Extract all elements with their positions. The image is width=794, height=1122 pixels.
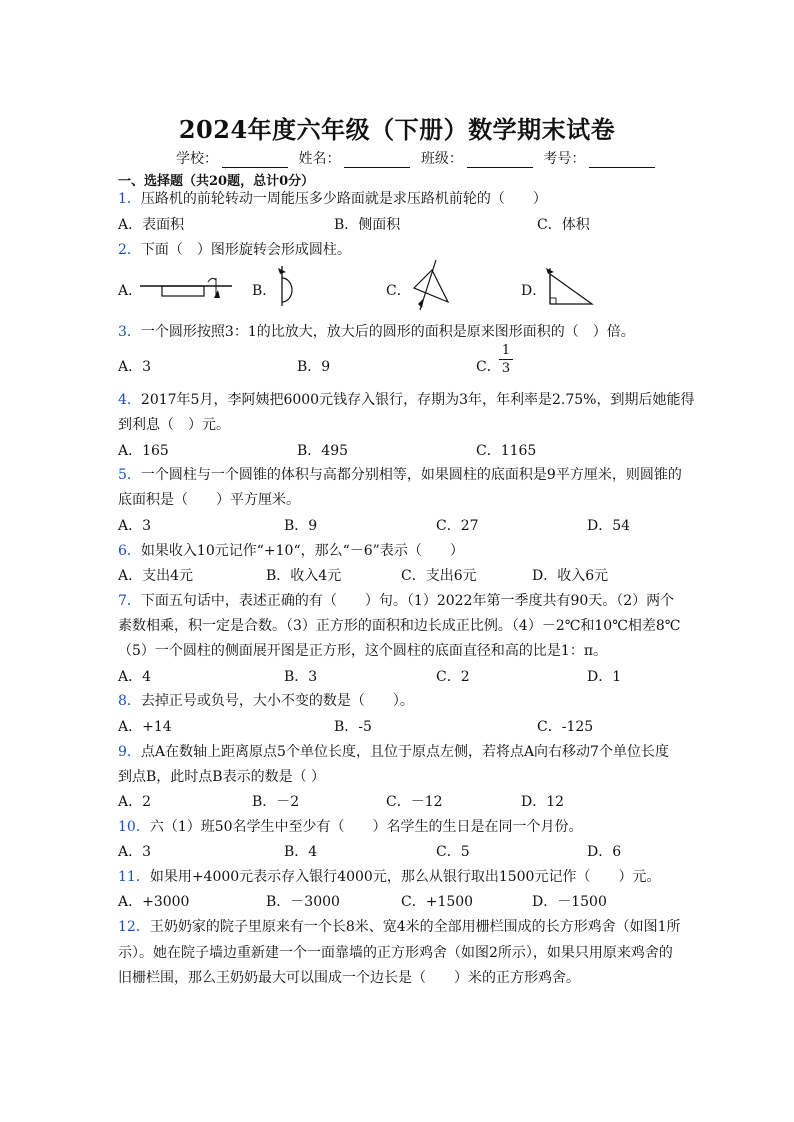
question-9-option-a[interactable]: A．2: [118, 794, 152, 810]
question-7-line-3: （5）一个圆柱的侧面展开图是正方形，这个圆柱的底面直径和高的比是1：π。: [118, 643, 608, 659]
question-number: 8．: [118, 693, 141, 709]
question-8-option-b[interactable]: B．-5: [334, 719, 372, 735]
question-11-option-a[interactable]: A．+3000: [118, 894, 190, 910]
question-12-line-3: 旧栅栏围，那么王奶奶最大可以围成一个边长是（ ）米的正方形鸡舍。: [118, 970, 580, 986]
question-number: 6．: [118, 543, 141, 559]
question-5-option-a[interactable]: A．3: [118, 518, 152, 534]
question-6-option-b[interactable]: B．收入4元: [266, 568, 342, 584]
question-11-line-1: 11．如果用+4000元表示存入银行4000元，那么从银行取出1500元记作（ ）元。: [118, 869, 661, 885]
question-4-option-b[interactable]: B．495: [297, 443, 349, 459]
question-9-option-c[interactable]: C．－12: [386, 794, 443, 810]
fraction-one-third: [499, 343, 513, 376]
question-7-option-a[interactable]: A．4: [118, 669, 152, 685]
name-blank[interactable]: [344, 154, 410, 168]
question-2-option-d[interactable]: D．: [521, 283, 547, 299]
question-9-line-1: 9．点A在数轴上距离原点5个单位长度，且位于原点左侧，若将点A向右移动7个单位长度: [118, 744, 669, 760]
page-title: 2024年度六年级（下册）数学期末试卷: [178, 115, 616, 144]
question-1-option-c[interactable]: C．体积: [537, 217, 590, 233]
exam-no-blank[interactable]: [589, 154, 655, 168]
question-2-option-c[interactable]: C．: [386, 283, 411, 299]
question-1-option-a[interactable]: A．表面积: [118, 217, 185, 233]
question-5-option-d[interactable]: D．54: [587, 518, 631, 534]
question-number: 1．: [118, 191, 141, 207]
question-7-option-d[interactable]: D．1: [587, 669, 622, 685]
question-2-option-b[interactable]: B．: [252, 283, 277, 299]
fraction-denominator: 3: [501, 361, 511, 376]
question-3-option-c[interactable]: C．: [476, 359, 501, 375]
question-10-option-d[interactable]: D．6: [587, 844, 622, 860]
figure-a-rectangle-axis: [138, 268, 234, 304]
question-8-line-1: 8．去掉正号或负号，大小不变的数是（ ）。: [118, 693, 414, 709]
question-1-line-1: 1．压路机的前轮转动一周能压多少路面就是求压路机前轮的（ ）: [118, 191, 547, 207]
question-10-option-b[interactable]: B．4: [284, 844, 318, 860]
figure-c-triangle-axis: [410, 258, 452, 312]
question-11-option-c[interactable]: C．+1500: [401, 894, 474, 910]
question-1-option-b[interactable]: B．侧面积: [334, 217, 401, 233]
question-5-option-c[interactable]: C．27: [436, 518, 479, 534]
question-7-line-1: 7．下面五句话中，表述正确的有（ ）句。（1）2022年第一季度共有90天。（2）两个: [118, 593, 675, 609]
question-number: 10．: [118, 819, 150, 835]
question-number: 9．: [118, 744, 141, 760]
question-4-line-1: 4．2017年5月，李阿姨把6000元钱存入银行，存期为3年，年利率是2.75%，到期后她能得: [118, 392, 695, 408]
question-6-option-d[interactable]: D．收入6元: [532, 568, 609, 584]
question-number: 4．: [118, 392, 141, 408]
question-10-line-1: 10．六（1）班50名学生中至少有（ ）名学生的生日是在同一个月份。: [118, 819, 583, 835]
class-blank[interactable]: [467, 154, 533, 168]
figure-d-right-triangle-axis: [540, 266, 596, 306]
question-number: 7．: [118, 593, 141, 609]
question-11-option-d[interactable]: D．－1500: [532, 894, 607, 910]
question-2-option-a[interactable]: A．: [118, 283, 143, 299]
question-5-option-b[interactable]: B．9: [284, 518, 318, 534]
question-number: 3．: [118, 324, 141, 340]
question-number: 5．: [118, 467, 141, 483]
question-6-option-a[interactable]: A．支出4元: [118, 568, 194, 584]
fraction-numerator: 1: [501, 343, 511, 358]
question-3-line-1: 3．一个圆形按照3：1的比放大，放大后的圆形的面积是原来图形面积的（ ）倍。: [118, 324, 635, 340]
figure-b-semicircle-axis: [270, 264, 300, 308]
question-9-option-b[interactable]: B．－2: [252, 794, 300, 810]
question-12-line-1: 12．王奶奶家的院子里原来有一个长8米、宽4米的全部用栅栏围成的长方形鸡舍（如图1所: [118, 919, 681, 935]
question-3-option-a[interactable]: A．3: [118, 359, 152, 375]
section-title: 一、选择题（共20题，总计0分）: [118, 174, 315, 189]
question-12-line-2: 示）。她在院子墙边重新建一个一面靠墙的正方形鸡舍（如图2所示），如果只用原来鸡舍的: [118, 945, 673, 961]
school-blank[interactable]: [222, 154, 288, 168]
question-7-option-b[interactable]: B．3: [284, 669, 318, 685]
question-8-option-a[interactable]: A．+14: [118, 719, 172, 735]
question-5-line-2: 底面积是（ ）平方厘米。: [118, 492, 300, 508]
question-number: 2．: [118, 242, 141, 258]
question-4-option-c[interactable]: C．1165: [476, 443, 537, 459]
question-9-line-2: 到点B，此时点B表示的数是（ ）: [118, 769, 326, 785]
class-label: 班级：: [420, 151, 463, 167]
name-label: 姓名：: [298, 151, 341, 167]
exam-no-label: 考号：: [543, 151, 586, 167]
question-6-option-c[interactable]: C．支出6元: [401, 568, 477, 584]
question-4-option-a[interactable]: A．165: [118, 443, 169, 459]
question-3-option-b[interactable]: B．9: [297, 359, 331, 375]
question-9-option-d[interactable]: D．12: [521, 794, 565, 810]
question-6-line-1: 6．如果收入10元记作“+10“，那么“－6”表示（ ）: [118, 543, 464, 559]
question-4-line-2: 到利息（ ）元。: [118, 417, 230, 433]
question-7-line-2: 素数相乘，积一定是合数。（3）正方形的面积和边长成正比例。（4）－2℃和10℃相差8℃: [118, 618, 681, 634]
question-10-option-a[interactable]: A．3: [118, 844, 152, 860]
question-10-option-c[interactable]: C．5: [436, 844, 470, 860]
question-8-option-c[interactable]: C．-125: [537, 719, 594, 735]
question-number: 12．: [118, 919, 150, 935]
question-2-line-1: 2．下面（ ）图形旋转会形成圆柱。: [118, 242, 351, 258]
question-7-option-c[interactable]: C．2: [436, 669, 470, 685]
question-number: 11．: [118, 869, 150, 885]
school-label: 学校：: [176, 151, 218, 167]
student-info-row: [176, 148, 661, 168]
question-5-line-1: 5．一个圆柱与一个圆锥的体积与高都分别相等，如果圆柱的底面积是9平方厘米，则圆锥的: [118, 467, 682, 483]
question-11-option-b[interactable]: B．－3000: [266, 894, 340, 910]
